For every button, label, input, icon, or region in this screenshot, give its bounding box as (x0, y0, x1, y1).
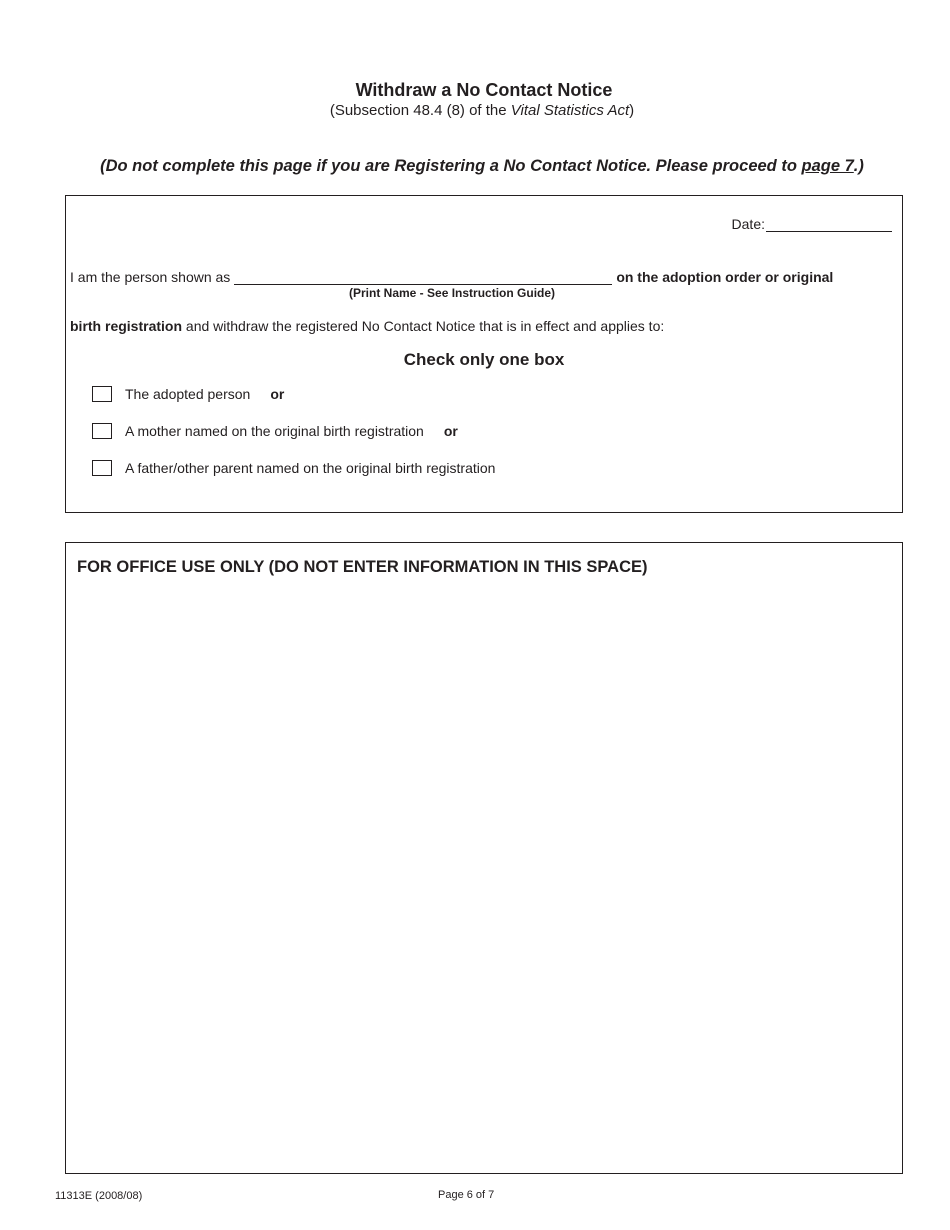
date-field[interactable] (766, 216, 892, 232)
father-other-parent-checkbox[interactable] (92, 460, 112, 476)
act-name: Vital Statistics Act (510, 102, 630, 119)
name-suffix-label: on the adoption order or original (616, 269, 834, 285)
option-or: or (270, 386, 285, 402)
name-prefix-label: I am the person shown as (70, 269, 231, 285)
form-number: 11313E (2008/08) (55, 1190, 143, 1202)
declaration-text (70, 318, 664, 334)
subtitle-prefix: (Subsection 48.4 (8) of the (329, 102, 511, 119)
declaration-rest: and withdraw the registered No Contact Notice that is in effect and applies to: (182, 318, 665, 334)
date-row (732, 216, 892, 232)
print-name-field[interactable] (234, 269, 612, 285)
option-mother (92, 423, 458, 439)
page-number: Page 6 of 7 (438, 1189, 495, 1201)
declaration-bold: birth registration (70, 318, 183, 334)
page-title: Withdraw a No Contact Notice (355, 80, 613, 100)
instruction-prefix: (Do not complete this page if you are Registering a No Contact Notice. Please proceed to (100, 157, 802, 175)
subtitle-suffix: ) (629, 102, 635, 119)
withdrawal-form-box (65, 195, 903, 513)
print-name-hint: (Print Name - See Instruction Guide) (349, 286, 556, 300)
office-use-heading: FOR OFFICE USE ONLY (DO NOT ENTER INFORMATION IN THIS SPACE) (77, 558, 648, 576)
date-label: Date: (731, 216, 765, 232)
mother-checkbox[interactable] (92, 423, 112, 439)
page-7-link[interactable]: page 7 (801, 157, 854, 175)
instruction-suffix: .) (853, 157, 864, 175)
option-label: A father/other parent named on the original birth registration (125, 460, 496, 476)
instruction-note (0, 157, 950, 176)
option-label: A mother named on the original birth registration (125, 423, 424, 439)
adopted-person-checkbox[interactable] (92, 386, 112, 402)
option-father-other-parent (92, 460, 495, 476)
check-heading: Check only one box (403, 350, 565, 369)
option-adopted-person (92, 386, 284, 402)
page-subtitle (0, 102, 950, 119)
name-row (70, 269, 833, 285)
office-use-box (65, 542, 903, 1174)
option-label: The adopted person (125, 386, 251, 402)
option-or: or (443, 423, 458, 439)
